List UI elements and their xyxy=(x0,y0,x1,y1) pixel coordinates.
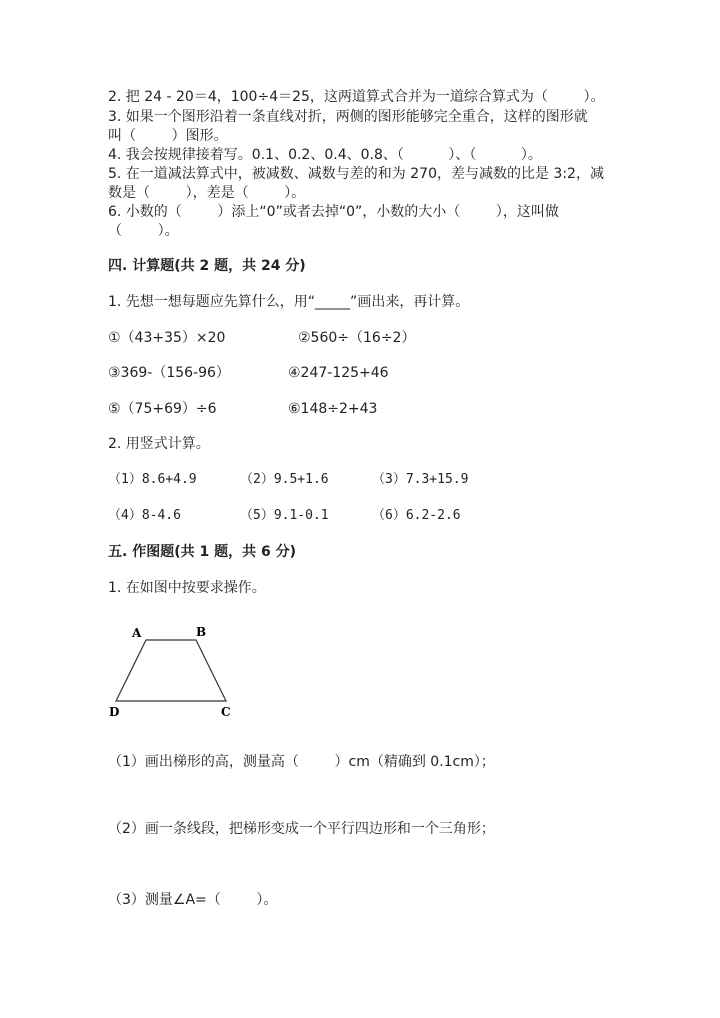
question-4-2-prompt: 2. 用竖式计算。 xyxy=(108,436,210,452)
calc-item-1: ①（43+35）×20 xyxy=(108,330,226,346)
question-4-1-prompt: 1. 先想一想每题应先算什么，用“_____”画出来，再计算。 xyxy=(108,294,470,310)
vertical-calc-item-4: （4）8-4.6 xyxy=(108,508,181,523)
vertical-calc-item-6: （6）6.2-2.6 xyxy=(372,508,461,523)
vertical-calc-item-3: （3）7.3+15.9 xyxy=(372,472,469,487)
calc-item-2: ②560÷（16÷2） xyxy=(298,330,416,346)
question-3-6-line2: （ ）。 xyxy=(108,223,179,239)
section-5-title: 五. 作图题(共 1 题，共 6 分) xyxy=(108,544,296,560)
calc-item-3: ③369-（156-96） xyxy=(108,365,230,381)
calc-item-5: ⑤（75+69）÷6 xyxy=(108,401,217,417)
calc-item-6: ⑥148÷2+43 xyxy=(288,401,378,417)
question-3-6-line1: 6. 小数的（ ）添上“0”或者去掉“0”，小数的大小（ ），这叫做 xyxy=(108,204,559,220)
vertex-label-b: B xyxy=(196,625,207,639)
vertical-calc-item-2: （2）9.5+1.6 xyxy=(240,472,329,487)
drawing-part-2: （2）画一条线段，把梯形变成一个平行四边形和一个三角形； xyxy=(108,821,495,837)
vertical-calc-item-1: （1）8.6+4.9 xyxy=(108,472,197,487)
section-4-title: 四. 计算题(共 2 题，共 24 分) xyxy=(108,258,306,274)
question-3-5-line1: 5. 在一道减法算式中，被减数、减数与差的和为 270，差与减数的比是 3:2，减 xyxy=(108,166,604,182)
trapezoid-shape xyxy=(116,640,226,701)
question-3-3-line2: 叫（ ）图形。 xyxy=(108,128,228,144)
vertex-label-d: D xyxy=(109,705,120,719)
question-3-3-line1: 3. 如果一个图形沿着一条直线对折，两侧的图形能够完全重合，这样的图形就 xyxy=(108,109,588,125)
vertex-label-c: C xyxy=(221,705,231,719)
question-3-4: 4. 我会按规律接着写。0.1、0.2、0.4、0.8、（ ）、（ ）。 xyxy=(108,147,542,163)
trapezoid-figure xyxy=(100,620,250,720)
drawing-part-3: （3）测量∠A=（ ）。 xyxy=(108,892,278,908)
vertical-calc-item-5: （5）9.1-0.1 xyxy=(240,508,329,523)
question-5-1-prompt: 1. 在如图中按要求操作。 xyxy=(108,580,266,596)
question-3-5-line2: 数是（ ），差是（ ）。 xyxy=(108,185,306,201)
drawing-part-1: （1）画出梯形的高，测量高（ ）cm（精确到 0.1cm）； xyxy=(108,754,495,770)
question-3-2: 2. 把 24 - 20＝4，100÷4＝25，这两道算式合并为一道综合算式为（ ）。 xyxy=(108,89,605,105)
vertex-label-a: A xyxy=(132,626,142,640)
calc-item-4: ④247-125+46 xyxy=(288,365,389,381)
